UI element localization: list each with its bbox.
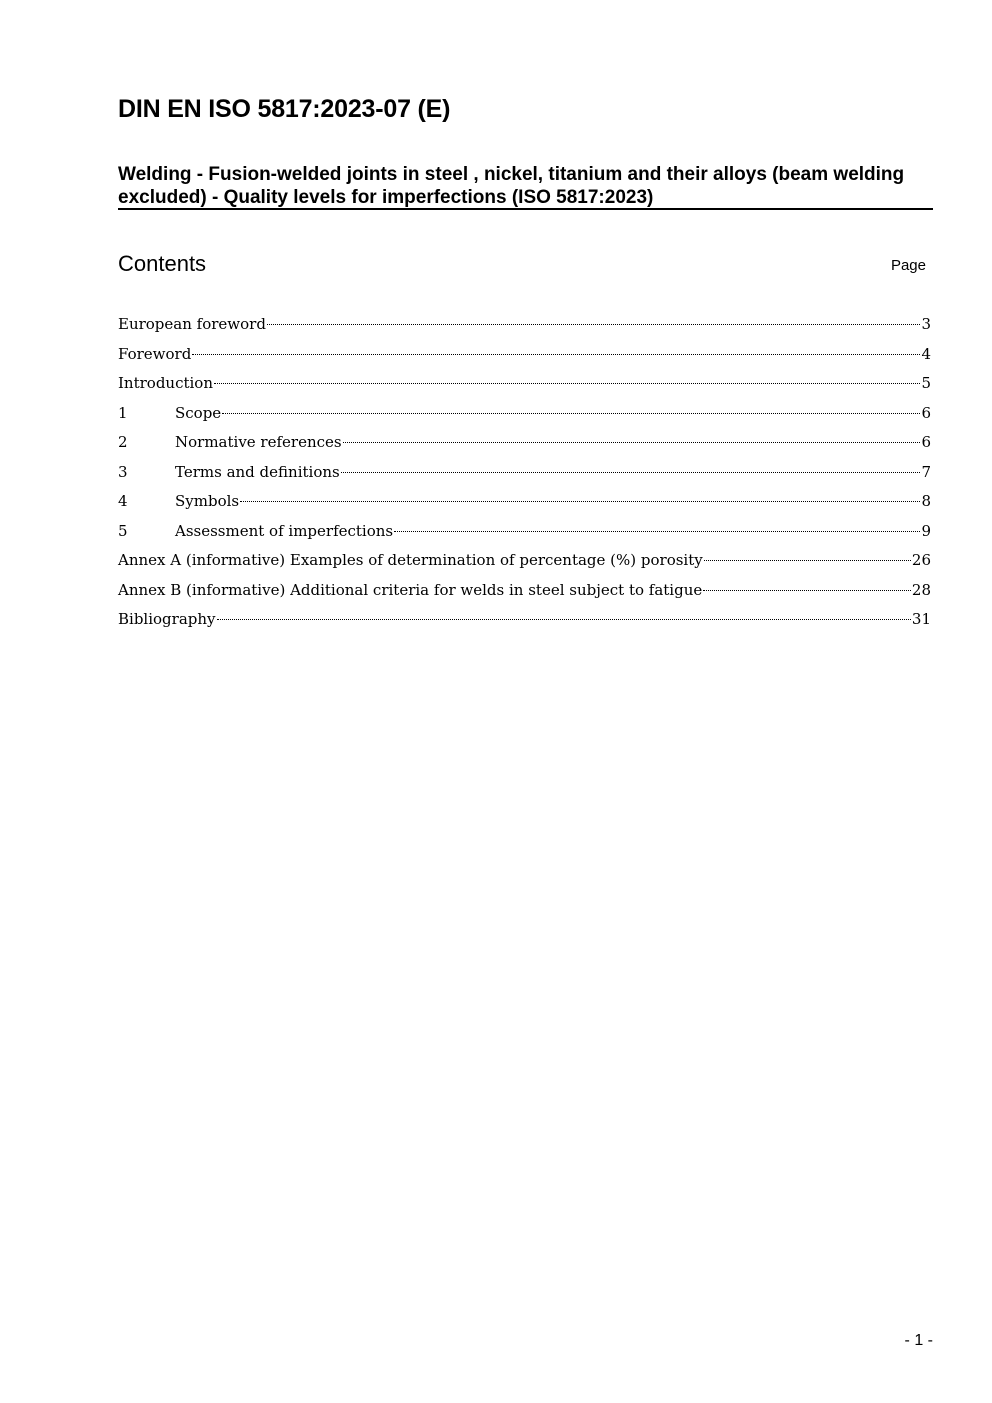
toc-entry-title: Annex A (informative) Examples of determination of percentage (%) porosity	[118, 551, 703, 569]
toc-entry-number: 4	[118, 492, 128, 510]
toc-entry[interactable]	[118, 490, 931, 520]
table-of-contents	[118, 313, 931, 638]
toc-entry[interactable]	[118, 520, 931, 550]
toc-entry-title: European foreword	[118, 315, 266, 333]
toc-entry-title: Bibliography	[118, 610, 216, 628]
toc-leader-dots	[222, 413, 920, 414]
toc-entry[interactable]	[118, 431, 931, 461]
toc-entry-title: Symbols	[175, 492, 240, 510]
toc-entry[interactable]	[118, 402, 931, 432]
toc-entry[interactable]	[118, 608, 931, 638]
toc-entry-title: Foreword	[118, 344, 192, 363]
toc-entry-title: Scope	[175, 403, 222, 422]
toc-entry-title: Annex B (informative) Additional criteria for welds in steel subject to fatigue	[118, 580, 703, 599]
toc-leader-dots	[704, 560, 911, 561]
toc-entry-page: 7	[921, 462, 931, 481]
toc-entry-title: Normative references	[175, 433, 342, 451]
toc-entry-page: 28	[911, 580, 931, 599]
toc-entry-page: 8	[921, 492, 931, 510]
contents-heading: Contents	[118, 251, 207, 276]
toc-entry-number: 1	[118, 403, 128, 422]
toc-entry-number: 5	[118, 521, 128, 540]
toc-leader-dots	[394, 531, 920, 532]
toc-entry-title: Terms and definitions	[175, 462, 340, 481]
toc-entry[interactable]	[118, 461, 931, 491]
toc-leader-dots	[343, 442, 921, 443]
toc-leader-dots	[267, 324, 921, 325]
toc-entry[interactable]	[118, 372, 931, 402]
toc-entry[interactable]	[118, 343, 931, 373]
toc-entry-page: 26	[911, 551, 931, 569]
page-column-label: Page	[890, 257, 926, 274]
toc-entry-number: 3	[118, 462, 128, 481]
document-title: DIN EN ISO 5817:2023-07 (E)	[118, 95, 451, 123]
toc-entry-page: 3	[921, 315, 931, 333]
toc-entry-page: 6	[921, 433, 931, 451]
toc-entry-number: 2	[118, 433, 128, 451]
toc-leader-dots	[703, 590, 911, 591]
toc-entry[interactable]	[118, 579, 931, 609]
toc-entry-page: 6	[921, 403, 931, 422]
toc-entry[interactable]	[118, 313, 931, 343]
toc-entry-title: Introduction	[118, 374, 213, 392]
document-subtitle: Welding - Fusion-welded joints in steel , nickel, titanium and their alloys (beam welding excluded) - Quality levels for imperfections (ISO 5817:2023)	[118, 163, 933, 210]
toc-leader-dots	[240, 501, 920, 502]
toc-entry-page: 9	[921, 521, 931, 540]
toc-entry-page: 4	[921, 344, 931, 363]
toc-entry-title: Assessment of imperfections	[175, 521, 394, 540]
toc-entry-page: 5	[921, 374, 931, 392]
toc-entry-page: 31	[911, 610, 931, 628]
toc-leader-dots	[214, 383, 920, 384]
toc-leader-dots	[217, 619, 911, 620]
toc-leader-dots	[192, 354, 920, 355]
toc-leader-dots	[341, 472, 921, 473]
toc-entry[interactable]	[118, 549, 931, 579]
page-number: - 1 -	[904, 1332, 933, 1349]
